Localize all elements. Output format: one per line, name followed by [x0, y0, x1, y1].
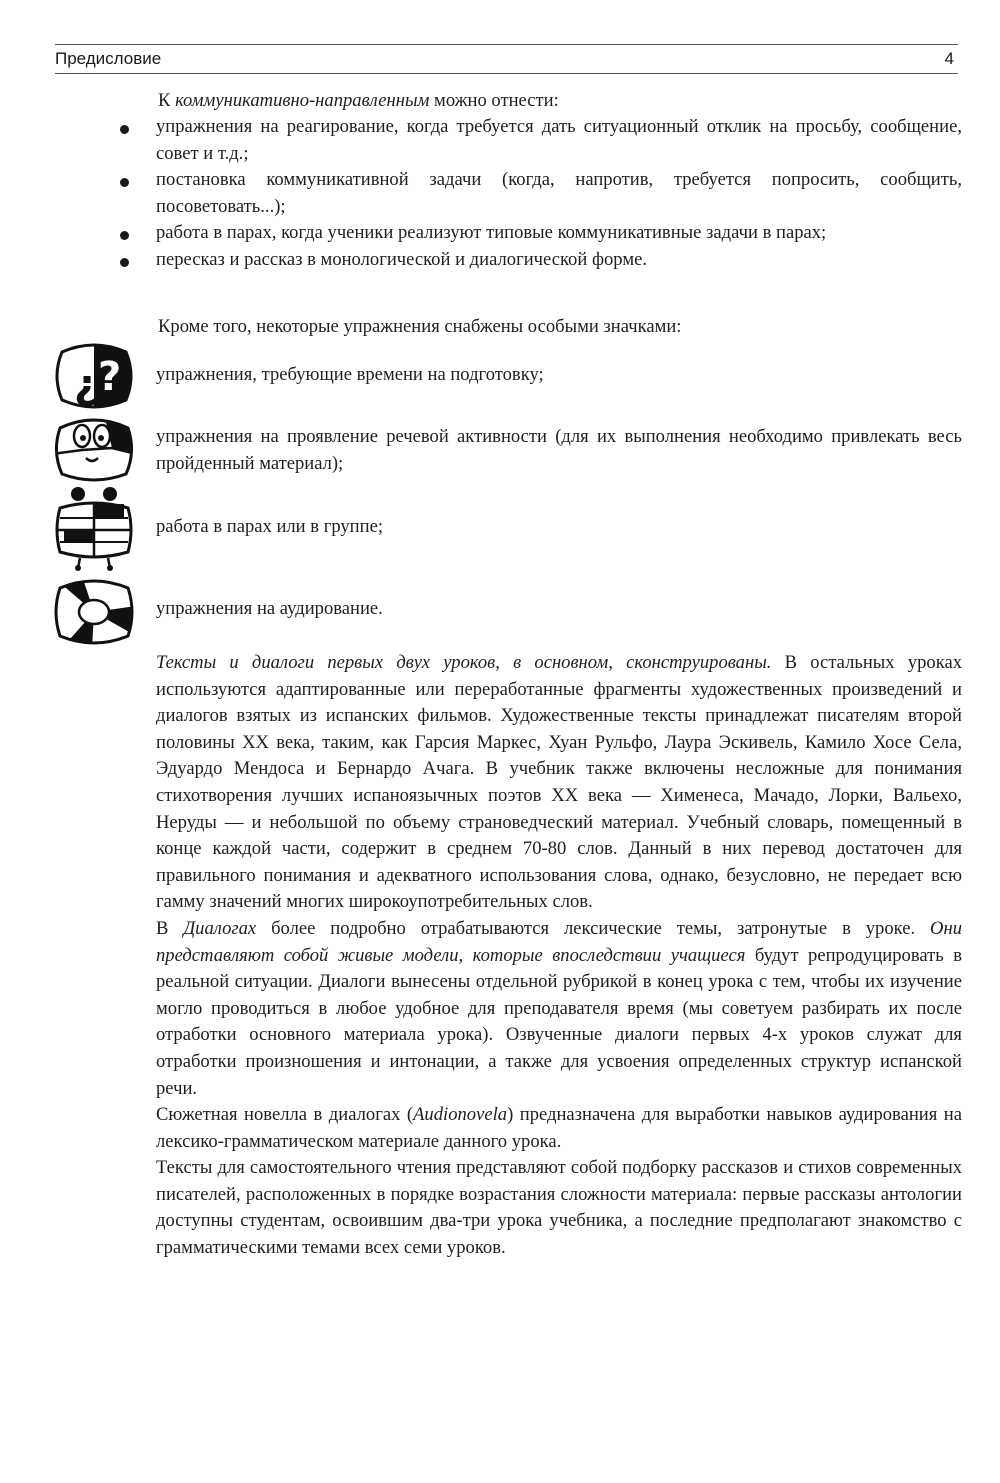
paragraph-audionovela	[156, 1102, 962, 1155]
paragraph-italic: Они представляют собой живые модели, которые впоследствии учащиеся	[156, 917, 962, 966]
list-item-text: работа в парах, когда ученики реализуют типовые коммуникативные задачи в парах;	[156, 222, 827, 244]
legend-row-listening	[0, 576, 1000, 648]
body-text	[156, 650, 962, 1262]
svg-text:¿: ¿	[74, 362, 98, 408]
running-header	[55, 44, 958, 74]
page-number: 4	[944, 49, 954, 68]
intro-line	[158, 88, 958, 115]
list-item	[0, 247, 962, 274]
pair-work-icon	[52, 486, 136, 572]
list-item-text: постановка коммуникативной задачи (когда, напротив, требуется попросить, сообщить, посоветовать...);	[156, 169, 962, 217]
list-item-text: упражнения на реагирование, когда требуется дать ситуационный отклик на просьбу, сообщение, совет и т.д.;	[156, 116, 962, 164]
paragraph-text: Сюжетная новелла в диалогах (	[156, 1104, 414, 1126]
legend-text: упражнения на проявление речевой активности (для их выполнения необходимо привлекать весь пройденный материал);	[156, 426, 962, 474]
face-speaking-icon	[52, 414, 136, 486]
paragraph-text: ) предназначена для выработки навыков аудирования на лексико-грамматическом материале данного урока.	[156, 1104, 962, 1152]
communicative-exercises-list	[0, 114, 962, 274]
section-title: Предисловие	[55, 49, 162, 68]
paragraph-reading: Тексты для самостоятельного чтения представляют собой подборку рассказов и стихов современных писателей, расположенных в порядке возрастания сложности материала: первые рассказы антологии доступны студентам, освоившим два-три урока учебника, а последние предполагают знакомство с грамматическими темами всех семи уроков.	[156, 1157, 962, 1259]
list-item	[0, 114, 962, 167]
paragraph-texts	[156, 650, 962, 916]
list-item-text: пересказ и рассказ в монологической и диалогической форме.	[156, 248, 647, 270]
svg-text:?: ?	[98, 354, 122, 400]
paragraph-text: более подробно отрабатываются лексические темы, затронутые в уроке.	[256, 917, 931, 939]
question-marks-icon	[52, 340, 136, 412]
bullet-icon	[120, 258, 129, 267]
paragraph-text: будут репродуцировать в реальной ситуации. Диалоги вынесены отдельной рубрикой в конец урока с тем, чтобы их изучение могло проводиться в любое удобное для преподавателя время (мы советуем разбирать их после отработки основного материала урока). Озвученные диалоги первых 4-х уроков служат для отработки произношения и интонации, а также для усвоения определенных структур испанской речи.	[156, 944, 962, 1099]
paragraph-dialogues	[156, 916, 962, 1102]
intro-emphasis: коммуникативно-направленным	[175, 90, 430, 111]
paragraph-text: В остальных уроках используются адаптированные или переработанные фрагменты художественных произведений и диалогов взятых из испанских фильмов. Художественные тексты принадлежат писателям второй половины XX века, таким, как Гарсия Маркес, Хуан Рульфо, Лаура Эскивель, Камило Хосе Села, Эдуардо Мендоса и Бернардо Ачага. В учебник также включены несложные для понимания стихотворения лучших испаноязычных поэтов XX века — Хименеса, Мачадо, Лорки, Вальехо, Неруды — и небольшой по объему страноведческий материал. Учебный словарь, помещенный в конце каждой части, содержит в среднем 70-80 слов. Данный в них перевод достаточен для правильного понимания и адекватного использования слова, однако, безусловно, не передает всю гамму значений многих широкоупотребительных слов.	[156, 652, 962, 913]
paragraph-italic-lead: Тексты и диалоги первых двух уроков, в основном, сконструированы.	[156, 652, 772, 673]
intro-prefix: К	[158, 90, 176, 111]
dialogues-term: Диалогах	[183, 917, 257, 939]
legend-row-preparation	[0, 338, 1000, 418]
icons-intro-line: Кроме того, некоторые упражнения снабжены особыми значками:	[158, 316, 682, 337]
bullet-icon	[120, 125, 129, 134]
paragraph-text: В	[156, 917, 184, 939]
legend-text: работа в парах или в группе;	[156, 516, 383, 537]
legend-row-pairs	[0, 486, 1000, 572]
list-item	[0, 167, 962, 220]
listening-icon	[52, 576, 136, 648]
bullet-icon	[120, 231, 129, 240]
bullet-icon	[120, 178, 129, 187]
audionovela-term: Audionovela	[413, 1104, 508, 1126]
legend-text: упражнения, требующие времени на подготовку;	[156, 364, 544, 385]
list-item	[0, 220, 962, 247]
intro-suffix: можно отнести:	[429, 90, 559, 111]
legend-text: упражнения на аудирование.	[156, 598, 383, 619]
